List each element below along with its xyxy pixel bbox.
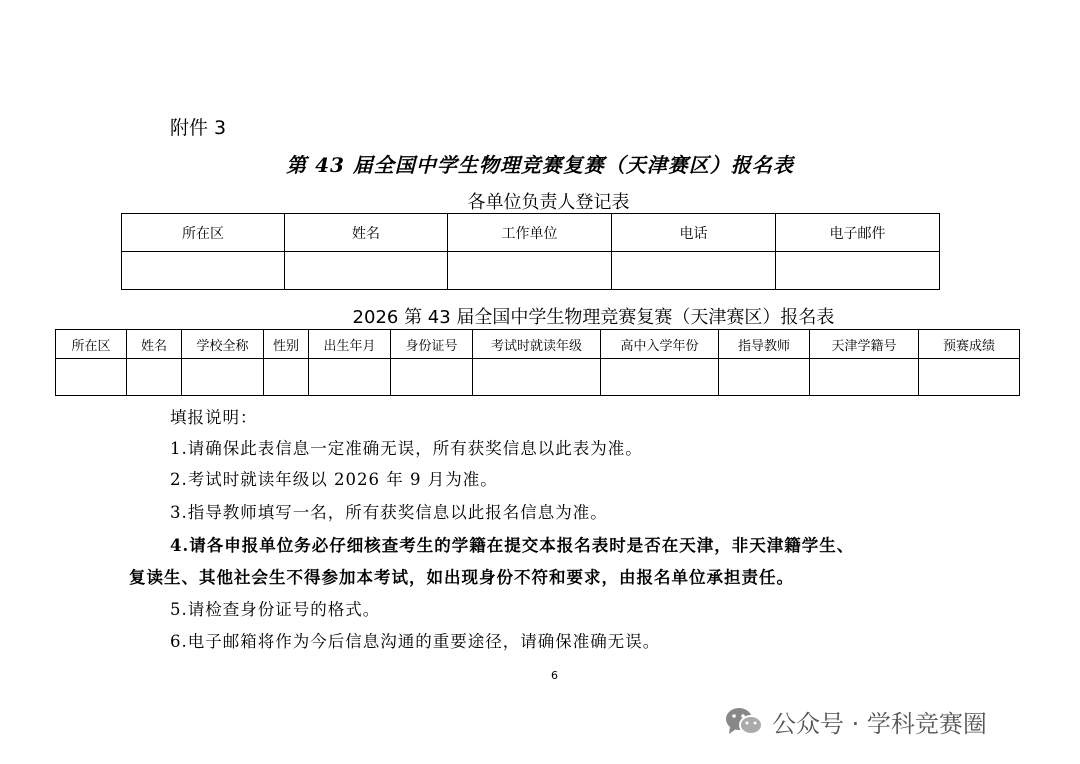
header-teacher: 指导教师 xyxy=(719,330,810,359)
cell-name[interactable] xyxy=(127,359,182,396)
instruction-item: 3.指导教师填写一名，所有获奖信息以此报名信息为准。 xyxy=(170,503,608,522)
cell-birth[interactable] xyxy=(309,359,391,396)
instructions-heading: 填报说明： xyxy=(170,408,258,427)
table1-caption: 各单位负责人登记表 xyxy=(467,192,630,213)
cell-grade[interactable] xyxy=(473,359,601,396)
header-district: 所在区 xyxy=(56,330,127,359)
cell-enroll-year[interactable] xyxy=(601,359,719,396)
header-name: 姓名 xyxy=(285,214,448,252)
form-title: 第 43 届全国中学生物理竞赛复赛（天津赛区）报名表 xyxy=(286,153,794,177)
header-enroll-year: 高中入学年份 xyxy=(601,330,719,359)
table-row xyxy=(56,359,1020,396)
table-header-row xyxy=(122,214,940,252)
cell-prelim-score[interactable] xyxy=(919,359,1020,396)
unit-contact-table xyxy=(121,213,940,290)
registration-table xyxy=(55,329,1020,396)
cell-district[interactable] xyxy=(122,252,285,290)
wechat-icon xyxy=(724,706,764,738)
table-row xyxy=(122,252,940,290)
cell-student-id[interactable] xyxy=(810,359,919,396)
header-prelim-score: 预赛成绩 xyxy=(919,330,1020,359)
header-school: 学校全称 xyxy=(182,330,264,359)
header-gender: 性别 xyxy=(264,330,309,359)
cell-phone[interactable] xyxy=(612,252,776,290)
header-birth: 出生年月 xyxy=(309,330,391,359)
cell-email[interactable] xyxy=(776,252,940,290)
page-number: 6 xyxy=(551,669,558,682)
instruction-item: 6.电子邮箱将作为今后信息沟通的重要途径，请确保准确无误。 xyxy=(170,632,661,651)
cell-id-number[interactable] xyxy=(391,359,473,396)
watermark xyxy=(724,704,987,739)
instruction-item: 复读生、其他社会生不得参加本考试，如出现身份不符和要求，由报名单位承担责任。 xyxy=(129,568,794,587)
table-header-row xyxy=(56,330,1020,359)
cell-name[interactable] xyxy=(285,252,448,290)
watermark-text: 公众号 · 学科竞赛圈 xyxy=(772,710,987,738)
cell-gender[interactable] xyxy=(264,359,309,396)
header-student-id: 天津学籍号 xyxy=(810,330,919,359)
cell-work-unit[interactable] xyxy=(448,252,612,290)
header-district: 所在区 xyxy=(122,214,285,252)
cell-school[interactable] xyxy=(182,359,264,396)
header-work-unit: 工作单位 xyxy=(448,214,612,252)
header-phone: 电话 xyxy=(612,214,776,252)
header-id-number: 身份证号 xyxy=(391,330,473,359)
instruction-item: 4.请各申报单位务必仔细核查考生的学籍在提交本报名表时是否在天津，非天津籍学生、 xyxy=(170,536,855,555)
table2-caption: 2026 第 43 届全国中学生物理竞赛复赛（天津赛区）报名表 xyxy=(352,307,835,328)
attachment-label: 附件 3 xyxy=(170,117,227,139)
instruction-item: 1.请确保此表信息一定准确无误，所有获奖信息以此表为准。 xyxy=(170,439,643,458)
cell-district[interactable] xyxy=(56,359,127,396)
instruction-item: 5.请检查身份证号的格式。 xyxy=(170,600,381,619)
cell-teacher[interactable] xyxy=(719,359,810,396)
header-grade: 考试时就读年级 xyxy=(473,330,601,359)
header-email: 电子邮件 xyxy=(776,214,940,252)
instruction-item: 2.考试时就读年级以 2026 年 9 月为准。 xyxy=(170,470,498,489)
header-name: 姓名 xyxy=(127,330,182,359)
